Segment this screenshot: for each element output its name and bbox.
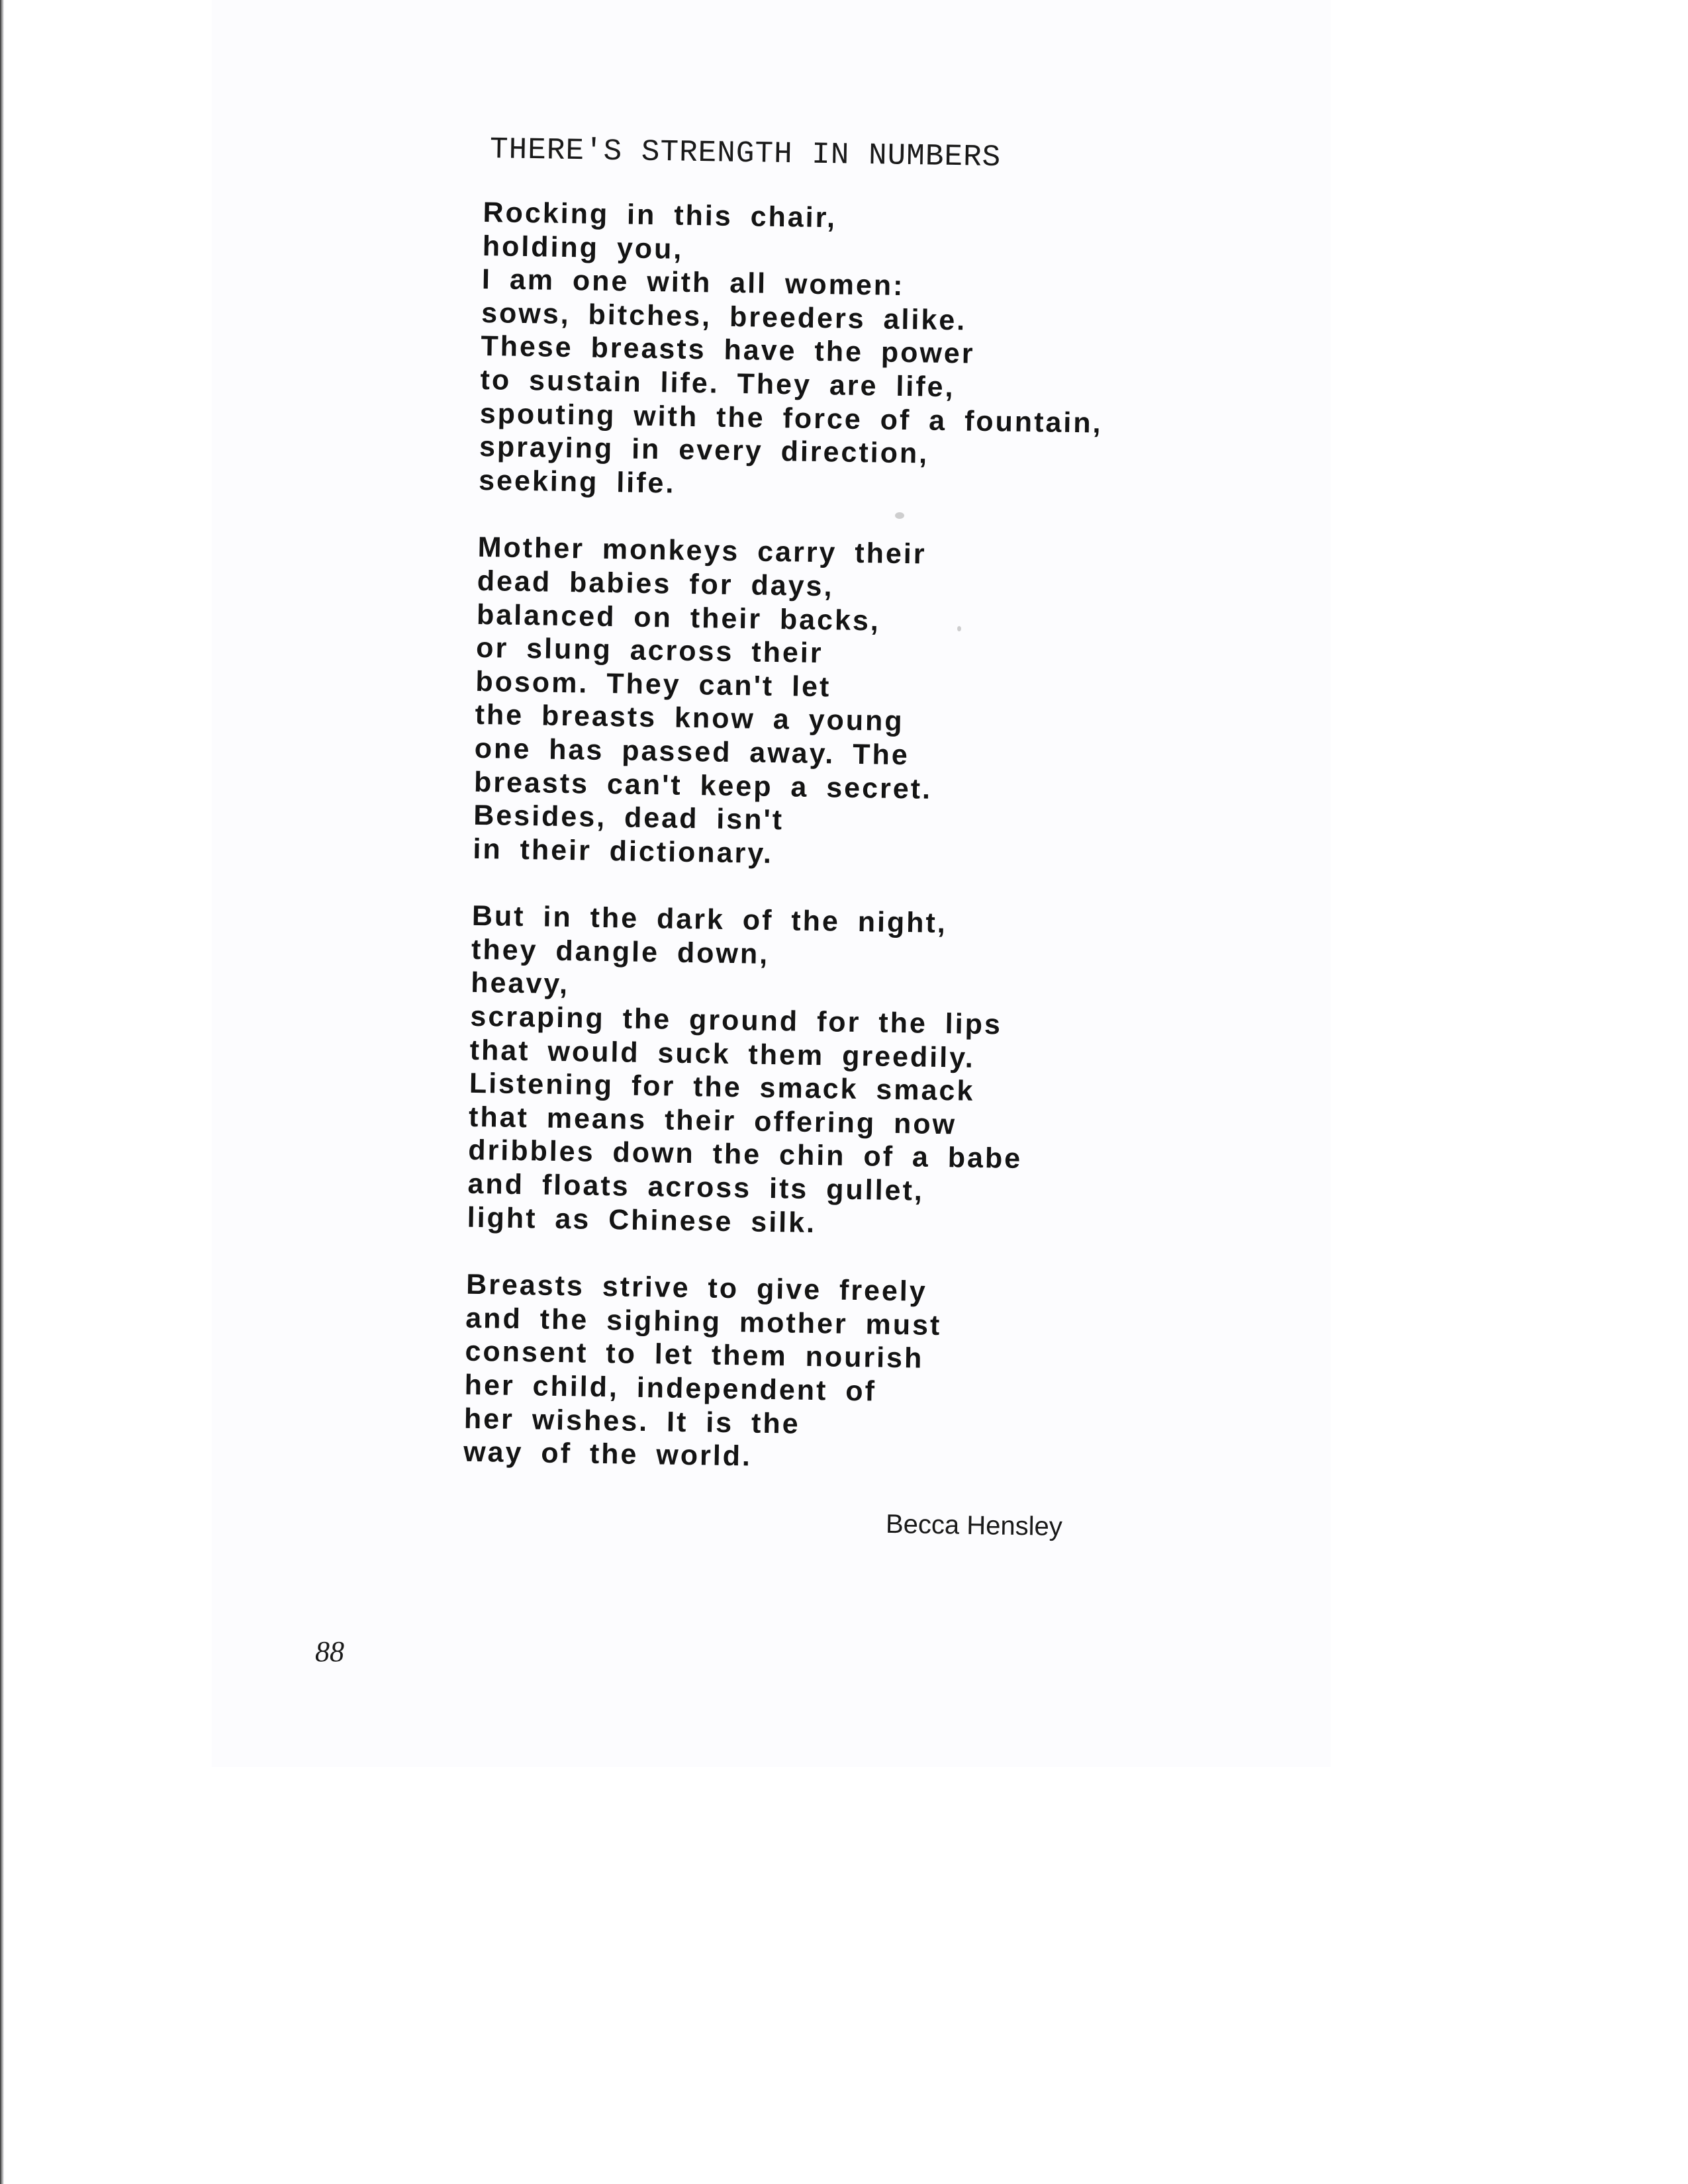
poem-line: that would suck them greedily. bbox=[469, 1034, 976, 1074]
poem-line: way of the world. bbox=[463, 1435, 753, 1473]
stanza-1 bbox=[479, 196, 1106, 507]
author-name: Becca Hensley bbox=[885, 1509, 1063, 1542]
poem-line: and floats across its gullet, bbox=[467, 1167, 925, 1207]
stanza-4 bbox=[463, 1268, 1089, 1479]
poem-line: in their dictionary. bbox=[473, 833, 774, 870]
poem-line: they dangle down, bbox=[471, 933, 770, 970]
poem-line: I am one with all women: bbox=[481, 263, 905, 302]
poem-line: But in the dark of the night, bbox=[471, 900, 948, 940]
poem-line: These breasts have the power bbox=[481, 330, 975, 371]
poem-line: her child, independent of bbox=[464, 1369, 877, 1408]
poem-line: breasts can't keep a secret. bbox=[473, 766, 933, 805]
poem-line: scraping the ground for the lips bbox=[470, 1000, 1003, 1041]
poem-line: seeking life. bbox=[478, 464, 676, 500]
poem-body bbox=[463, 196, 1106, 1479]
poem-line: balanced on their backs, bbox=[476, 598, 881, 637]
poem-line: sows, bitches, breeders alike. bbox=[481, 296, 967, 337]
poem-line: Breasts strive to give freely bbox=[465, 1269, 928, 1308]
stanza-3 bbox=[467, 899, 1095, 1244]
poem-line: spraying in every direction, bbox=[479, 431, 929, 470]
poem-line: to sustain life. They are life, bbox=[480, 363, 955, 404]
poem-line: bosom. They can't let bbox=[475, 665, 831, 704]
poem-line: Rocking in this chair, bbox=[483, 196, 837, 234]
poem-line: heavy, bbox=[470, 967, 570, 1001]
poem-line: and the sighing mother must bbox=[465, 1302, 942, 1342]
poem-line: consent to let them nourish bbox=[465, 1336, 924, 1375]
poem-line: Mother monkeys carry their bbox=[477, 531, 927, 570]
scan-edge-left bbox=[0, 0, 4, 2184]
poem-line: light as Chinese silk. bbox=[467, 1201, 817, 1239]
poem-line: dribbles down the chin of a babe bbox=[467, 1134, 1023, 1175]
poem-line: or slung across their bbox=[475, 632, 823, 670]
poem-line: that means their offering now bbox=[468, 1101, 957, 1141]
poem-line: the breasts know a young bbox=[475, 699, 905, 738]
poem-title: THERE'S STRENGTH IN NUMBERS bbox=[489, 132, 1002, 175]
poem-line: dead babies for days, bbox=[477, 565, 834, 603]
poem-line: holding you, bbox=[482, 230, 684, 265]
poem-line: her wishes. It is the bbox=[463, 1402, 800, 1440]
poem-line: one has passed away. The bbox=[474, 732, 910, 772]
stanza-2 bbox=[473, 531, 1101, 876]
poem-line: Listening for the smack smack bbox=[469, 1068, 975, 1108]
poem-line: spouting with the force of a fountain, bbox=[479, 397, 1103, 439]
poem-line: Besides, dead isn't bbox=[473, 799, 784, 837]
page-number: 88 bbox=[315, 1635, 344, 1668]
